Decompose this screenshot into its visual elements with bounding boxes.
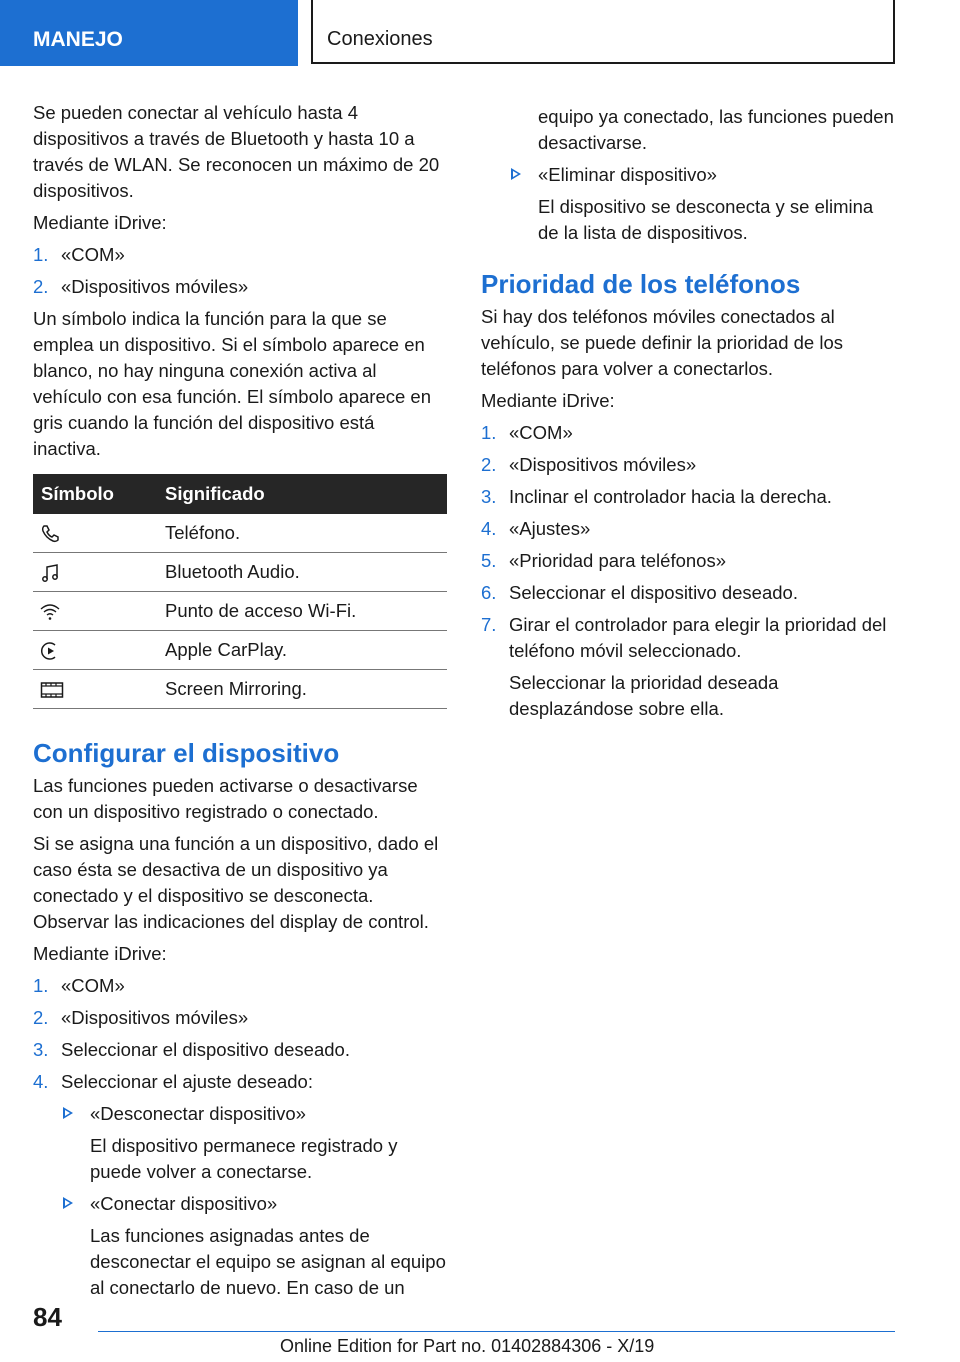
list-item bbox=[33, 274, 447, 300]
step-text: «COM» bbox=[509, 422, 573, 443]
music-note-icon bbox=[39, 562, 61, 584]
sub-list-item bbox=[61, 1101, 447, 1185]
list-item bbox=[481, 452, 895, 478]
option-label: «Conectar dispositivo» bbox=[90, 1193, 278, 1214]
step-text: «Dispositivos móviles» bbox=[61, 1007, 249, 1028]
step-text: Seleccionar el dispositivo deseado. bbox=[61, 1039, 350, 1060]
triangle-bullet-icon bbox=[511, 168, 521, 180]
step-text: «Dispositivos móviles» bbox=[509, 454, 697, 475]
step-text: Inclinar el controlador hacia la derecha. bbox=[509, 486, 832, 507]
intro-paragraph: Se pueden conectar al vehículo hasta 4 dispositivos a través de Bluetooth y hasta 10 a través de WLAN. Se reconocen un máximo de 20 dispositivos. bbox=[33, 102, 440, 201]
meaning-cell: Apple CarPlay. bbox=[161, 631, 447, 670]
list-item bbox=[33, 1069, 447, 1301]
list-item bbox=[481, 420, 895, 446]
step-text: Seleccionar el ajuste deseado: bbox=[61, 1071, 313, 1092]
triangle-bullet-icon bbox=[63, 1107, 73, 1119]
table-row bbox=[33, 553, 447, 592]
steps-list-2 bbox=[33, 973, 447, 1301]
continued-text bbox=[481, 104, 895, 156]
table-row bbox=[33, 514, 447, 553]
page-number: 84 bbox=[33, 1302, 62, 1332]
sub-options-list bbox=[61, 1101, 447, 1301]
step-number: 4. bbox=[33, 1071, 49, 1092]
screen-mirroring-icon bbox=[39, 679, 65, 701]
left-column bbox=[33, 100, 447, 1307]
list-item bbox=[33, 973, 447, 999]
config-paragraph-2: Si se asigna una función a un dispositivo, dado el caso ésta se desactiva de un dispositivo ya conectado y el dispositivo se desconecta. Observar las indicaciones del display de control. bbox=[33, 833, 439, 932]
list-item bbox=[33, 242, 447, 268]
idrive-label: Mediante iDrive: bbox=[33, 943, 167, 964]
section-tab: MANEJO bbox=[0, 0, 298, 66]
meaning-cell: Teléfono. bbox=[161, 514, 447, 553]
step-number: 6. bbox=[481, 582, 497, 603]
heading-phone-priority: Prioridad de los teléfonos bbox=[481, 269, 801, 299]
list-item bbox=[481, 516, 895, 542]
heading-configure-device: Configurar el dispositivo bbox=[33, 738, 340, 768]
list-item bbox=[33, 1005, 447, 1031]
triangle-bullet-icon bbox=[63, 1197, 73, 1209]
carplay-icon bbox=[39, 640, 61, 662]
list-item bbox=[481, 548, 895, 574]
step-text: «COM» bbox=[61, 244, 125, 265]
list-item bbox=[481, 484, 895, 510]
wifi-icon bbox=[39, 601, 61, 623]
continued-description: equipo ya conectado, las funciones pueden desactivarse. bbox=[538, 106, 894, 153]
sub-options-list bbox=[481, 104, 895, 246]
page-title: Conexiones bbox=[311, 0, 895, 64]
list-item bbox=[33, 1037, 447, 1063]
steps-list-3 bbox=[481, 420, 895, 722]
steps-list-1 bbox=[33, 242, 447, 300]
option-label: «Eliminar dispositivo» bbox=[538, 164, 717, 185]
step-number: 2. bbox=[33, 276, 49, 297]
option-label: «Desconectar dispositivo» bbox=[90, 1103, 306, 1124]
table-row bbox=[33, 670, 447, 709]
sub-list-item bbox=[509, 162, 895, 246]
priority-paragraph: Si hay dos teléfonos móviles conectados al vehículo, se puede definir la prioridad de los teléfonos para volver a conectarlos. bbox=[481, 306, 844, 379]
step-number: 1. bbox=[33, 244, 49, 265]
step-number: 5. bbox=[481, 550, 497, 571]
sub-list-item bbox=[61, 1191, 447, 1301]
option-description: El dispositivo se desconecta y se elimina de la lista de dispositivos. bbox=[538, 196, 874, 243]
step-number: 2. bbox=[481, 454, 497, 475]
step-number: 7. bbox=[481, 614, 497, 635]
step-text: «Prioridad para teléfonos» bbox=[509, 550, 727, 571]
step-text: «COM» bbox=[61, 975, 125, 996]
step-number: 3. bbox=[481, 486, 497, 507]
step-number: 1. bbox=[481, 422, 497, 443]
step-extra-text: Seleccionar la prioridad deseada desplazándose sobre ella. bbox=[509, 672, 779, 719]
step-number: 4. bbox=[481, 518, 497, 539]
option-description: El dispositivo permanece registrado y puede volver a conectarse. bbox=[90, 1135, 398, 1182]
symbol-table bbox=[33, 474, 447, 709]
step-text: «Ajustes» bbox=[509, 518, 591, 539]
list-item bbox=[481, 580, 895, 606]
step-text: «Dispositivos móviles» bbox=[61, 276, 249, 297]
table-row bbox=[33, 631, 447, 670]
option-description: Las funciones asignadas antes de desconectar el equipo se asignan al equipo al conectarlo de nuevo. En caso de un bbox=[90, 1225, 446, 1298]
right-column bbox=[481, 104, 895, 728]
edition-note: Online Edition for Part no. 01402884306 - X/19 bbox=[280, 1336, 655, 1356]
step-number: 2. bbox=[33, 1007, 49, 1028]
symbol-paragraph: Un símbolo indica la función para la que se emplea un dispositivo. Si el símbolo aparece en blanco, no hay ninguna conexión activa al vehículo con esa función. El símbolo aparece en gris cuando la función del dispositivo está inactiva. bbox=[33, 308, 431, 459]
column-header-symbol: Símbolo bbox=[33, 474, 161, 514]
phone-icon bbox=[39, 523, 61, 545]
table-row bbox=[33, 592, 447, 631]
meaning-cell: Screen Mirroring. bbox=[161, 670, 447, 709]
config-paragraph-1: Las funciones pueden activarse o desactivarse con un dispositivo registrado o conectado. bbox=[33, 775, 418, 822]
footer-divider bbox=[98, 1331, 895, 1332]
column-header-meaning: Significado bbox=[161, 474, 447, 514]
step-number: 3. bbox=[33, 1039, 49, 1060]
step-text: Girar el controlador para elegir la prioridad del teléfono móvil seleccionado. bbox=[509, 614, 887, 661]
meaning-cell: Punto de acceso Wi-Fi. bbox=[161, 592, 447, 631]
table-header-row bbox=[33, 474, 447, 514]
idrive-label: Mediante iDrive: bbox=[481, 390, 615, 411]
meaning-cell: Bluetooth Audio. bbox=[161, 553, 447, 592]
step-text: Seleccionar el dispositivo deseado. bbox=[509, 582, 798, 603]
step-number: 1. bbox=[33, 975, 49, 996]
page-header bbox=[0, 0, 960, 66]
idrive-label: Mediante iDrive: bbox=[33, 212, 167, 233]
list-item bbox=[481, 612, 895, 722]
